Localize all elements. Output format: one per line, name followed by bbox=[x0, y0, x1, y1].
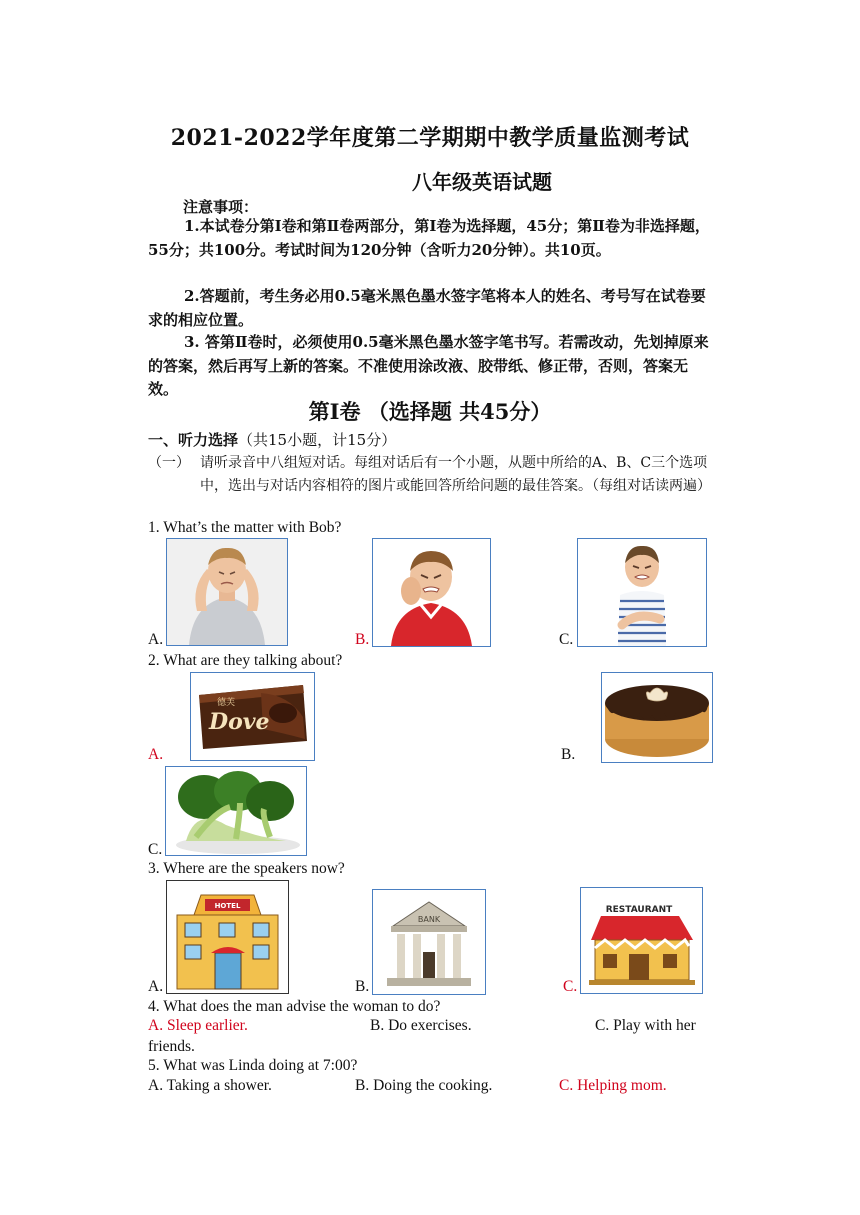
q5-option-b[interactable]: B. Doing the cooking. bbox=[355, 1077, 493, 1094]
section-heading bbox=[148, 429, 396, 450]
q2-option-c[interactable]: C. bbox=[148, 841, 163, 858]
restaurant-sign-text: RESTAURANT bbox=[605, 905, 673, 915]
q1-option-c[interactable]: C. bbox=[559, 631, 574, 648]
exam-subtitle: 八年级英语试题 bbox=[412, 170, 552, 194]
q4-option-c[interactable]: C. Play with her bbox=[595, 1017, 696, 1034]
section-instructions bbox=[148, 452, 714, 498]
boy-toothache-image bbox=[372, 538, 491, 647]
section-heading-bold: 一、听力选择 bbox=[148, 431, 239, 449]
note-2 bbox=[148, 285, 714, 332]
boy-stomachache-image bbox=[577, 538, 707, 647]
dove-brand-text: Dove bbox=[209, 709, 270, 735]
dove-chocolate-image bbox=[190, 672, 315, 761]
question-3: 3. Where are the speakers now? bbox=[148, 860, 345, 877]
question-1: 1. What’s the matter with Bob? bbox=[148, 519, 342, 536]
note-1-text: 1.本试卷分第Ⅰ卷和第Ⅱ卷两部分，第Ⅰ卷为选择题，45分；第Ⅱ卷为非选择题，55分；共100分。考试时间为120分钟（含听力20分钟）。共10页。 bbox=[148, 217, 710, 259]
question-2: 2. What are they talking about? bbox=[148, 652, 343, 669]
boy-headache-image bbox=[166, 538, 288, 646]
q2-option-b[interactable]: B. bbox=[561, 746, 576, 763]
notes-heading: 注意事项： bbox=[183, 198, 259, 216]
instructions-lead: （一） bbox=[148, 455, 190, 471]
note-2-text: 2.答题前，考生务必用0.5毫米黑色墨水签字笔将本人的姓名、考号写在试卷要求的相应位置。 bbox=[148, 287, 706, 329]
q4-option-c-continuation: friends. bbox=[148, 1038, 195, 1055]
green-vegetable-image bbox=[165, 766, 307, 856]
bank-image bbox=[372, 889, 486, 995]
question-4: 4. What does the man advise the woman to do? bbox=[148, 998, 441, 1015]
q3-option-b[interactable]: B. bbox=[355, 978, 370, 995]
question-5: 5. What was Linda doing at 7:00? bbox=[148, 1057, 358, 1074]
hotel-image bbox=[166, 880, 289, 994]
dove-cn-text: 德芙 bbox=[217, 698, 236, 708]
q2-option-a[interactable]: A. bbox=[148, 746, 164, 763]
restaurant-image bbox=[580, 887, 703, 994]
q4-option-a[interactable]: A. Sleep earlier. bbox=[148, 1017, 248, 1034]
note-3-text: 3. 答第Ⅱ卷时，必须使用0.5毫米黑色墨水签字笔书写。若需改动，先划掉原来的答案，然后再写上新的答案。不准使用涂改液、胶带纸、修正带，否则，答案无效。 bbox=[148, 333, 709, 398]
q3-option-a[interactable]: A. bbox=[148, 978, 164, 995]
instructions-text: 请听录音中八组短对话。每组对话后有一个小题，从题中所给的A、B、C三个选项中，选出与对话内容相符的图片或能回答所给问题的最佳答案。（每组对话读两遍） bbox=[200, 455, 711, 494]
volume-title: 第Ⅰ卷 （选择题 共45分） bbox=[308, 399, 552, 424]
exam-title: 2021-2022学年度第二学期期中教学质量监测考试 bbox=[170, 125, 690, 151]
q3-option-c[interactable]: C. bbox=[563, 978, 578, 995]
q1-option-a[interactable]: A. bbox=[148, 631, 164, 648]
q4-option-b[interactable]: B. Do exercises. bbox=[370, 1017, 472, 1034]
hotel-sign-text: HOTEL bbox=[214, 902, 241, 910]
q5-option-a[interactable]: A. Taking a shower. bbox=[148, 1077, 272, 1094]
chocolate-cake-image bbox=[601, 672, 713, 763]
bank-sign-text: BANK bbox=[417, 915, 441, 924]
q1-option-b[interactable]: B. bbox=[355, 631, 370, 648]
note-1 bbox=[148, 215, 714, 262]
section-heading-rest: （共15小题，计15分） bbox=[238, 431, 397, 449]
note-3 bbox=[148, 331, 714, 402]
q5-option-c[interactable]: C. Helping mom. bbox=[559, 1077, 667, 1094]
